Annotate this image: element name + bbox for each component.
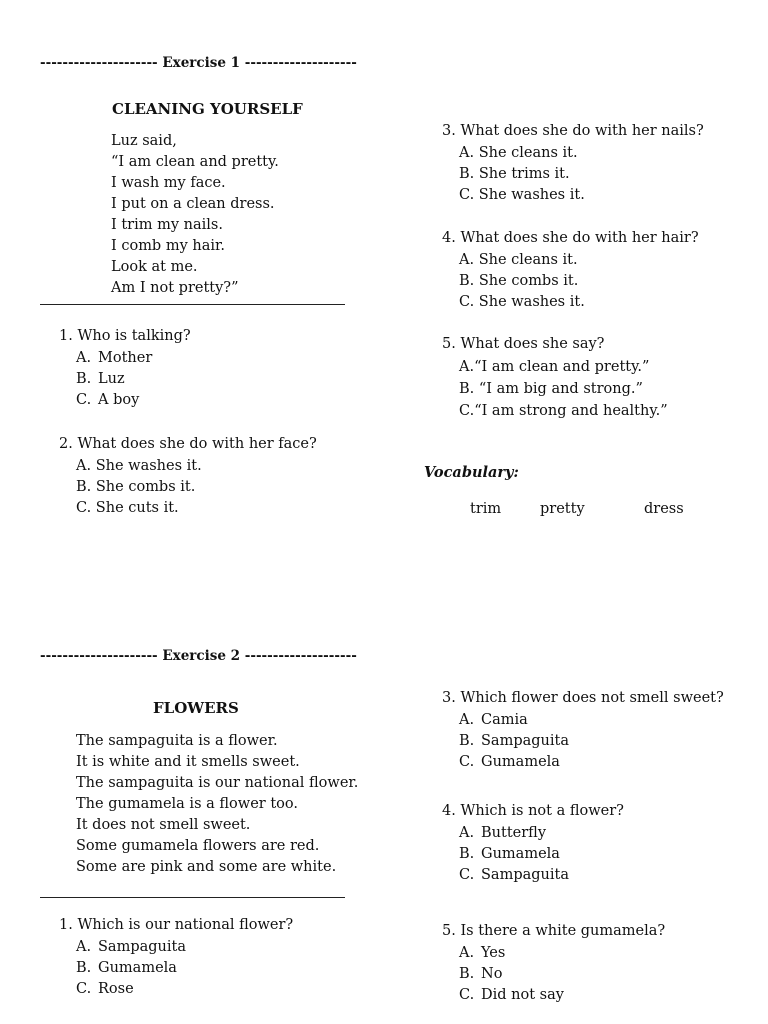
- option-letter: C.: [76, 500, 92, 516]
- question-text: What does she say?: [460, 336, 605, 352]
- question-number: 5.: [442, 336, 456, 352]
- option-letter: C.: [459, 754, 475, 770]
- question-text: What does she do with her nails?: [460, 123, 704, 139]
- option-letter: B.: [459, 733, 475, 749]
- option-letter: B.: [76, 371, 92, 387]
- question-text: Which flower does not smell sweet?: [460, 690, 724, 706]
- option-text: Yes: [481, 945, 506, 961]
- option-text: “I am clean and pretty.”: [474, 359, 650, 375]
- passage-line: I put on a clean dress.: [111, 196, 275, 212]
- question-number: 3.: [442, 123, 456, 139]
- option-text: She trims it.: [478, 166, 570, 182]
- question-number: 1.: [59, 917, 73, 933]
- exercise-1-question-1: [59, 326, 191, 411]
- option-letter: B.: [459, 166, 475, 182]
- passage-line: I comb my hair.: [111, 238, 225, 254]
- exercise-2-question-1: [59, 915, 293, 1000]
- question-number: 1.: [59, 328, 73, 344]
- question-number: 4.: [442, 230, 456, 246]
- option-text: She washes it.: [478, 187, 585, 203]
- option-text: She combs it.: [95, 479, 196, 495]
- option-text: Gumamela: [481, 754, 560, 770]
- option-text: Gumamela: [481, 846, 560, 862]
- option-letter: A.: [76, 939, 92, 955]
- question-number: 4.: [442, 803, 456, 819]
- vocabulary-word: dress: [644, 501, 684, 517]
- option-letter: C.: [459, 403, 475, 419]
- exercise-1-banner: --------------------- Exercise 1 --------------------: [40, 55, 357, 71]
- option-letter: C.: [459, 294, 475, 310]
- option-letter: C.: [459, 867, 475, 883]
- question-text: Who is talking?: [77, 328, 191, 344]
- question-text: What does she do with her face?: [77, 436, 317, 452]
- option-text: She combs it.: [478, 273, 579, 289]
- exercise-2-passage: [76, 731, 358, 878]
- question-number: 3.: [442, 690, 456, 706]
- option-text: A boy: [98, 392, 140, 408]
- option-text: She cleans it.: [478, 145, 578, 161]
- passage-line: Luz said,: [111, 133, 177, 149]
- option-letter: C.: [459, 987, 475, 1003]
- exercise-2-question-4: [442, 801, 624, 886]
- exercise-2-banner: --------------------- Exercise 2 --------------------: [40, 648, 357, 664]
- passage-line: Look at me.: [111, 259, 198, 275]
- option-letter: A.: [459, 945, 475, 961]
- passage-line: Some are pink and some are white.: [76, 859, 337, 875]
- passage-line: It does not smell sweet.: [76, 817, 251, 833]
- exercise-1-passage: [111, 131, 279, 299]
- option-letter: A.: [459, 359, 475, 375]
- exercise-2-title: FLOWERS: [153, 699, 239, 717]
- option-letter: C.: [459, 187, 475, 203]
- option-letter: A.: [76, 350, 92, 366]
- option-letter: B.: [459, 966, 475, 982]
- option-letter: A.: [459, 825, 475, 841]
- option-text: She washes it.: [95, 458, 202, 474]
- vocabulary-heading: Vocabulary:: [424, 464, 519, 481]
- option-letter: C.: [76, 392, 92, 408]
- option-letter: A.: [459, 712, 475, 728]
- passage-line: “I am clean and pretty.: [111, 154, 279, 170]
- option-text: Luz: [98, 371, 125, 387]
- exercise-2-question-5: [442, 921, 665, 1006]
- question-text: Which is not a flower?: [460, 803, 624, 819]
- exercise-1-question-3: [442, 121, 704, 206]
- option-letter: B.: [459, 846, 475, 862]
- option-text: Camia: [481, 712, 528, 728]
- option-letter: A.: [459, 145, 475, 161]
- option-text: She cleans it.: [478, 252, 578, 268]
- option-text: No: [481, 966, 503, 982]
- option-text: Sampaguita: [481, 733, 569, 749]
- option-letter: B.: [76, 479, 92, 495]
- option-letter: B.: [459, 381, 475, 397]
- option-text: Did not say: [481, 987, 564, 1003]
- question-text: Is there a white gumamela?: [460, 923, 666, 939]
- passage-line: Am I not pretty?”: [111, 280, 239, 296]
- option-text: She cuts it.: [95, 500, 179, 516]
- passage-line: The gumamela is a flower too.: [76, 796, 298, 812]
- option-text: Butterfly: [481, 825, 547, 841]
- option-text: Sampaguita: [98, 939, 186, 955]
- exercise-2-divider: [40, 897, 345, 898]
- option-letter: A.: [76, 458, 92, 474]
- passage-line: The sampaguita is our national flower.: [76, 775, 359, 791]
- question-number: 2.: [59, 436, 73, 452]
- question-number: 5.: [442, 923, 456, 939]
- option-text: Gumamela: [98, 960, 177, 976]
- option-text: She washes it.: [478, 294, 585, 310]
- passage-line: I wash my face.: [111, 175, 226, 191]
- option-letter: A.: [459, 252, 475, 268]
- option-letter: B.: [459, 273, 475, 289]
- vocabulary-word: trim: [470, 501, 502, 517]
- option-text: “I am strong and healthy.”: [474, 403, 668, 419]
- exercise-1-question-5: [442, 334, 668, 423]
- vocabulary-word: pretty: [540, 501, 585, 517]
- question-text: What does she do with her hair?: [460, 230, 699, 246]
- option-text: Sampaguita: [481, 867, 569, 883]
- option-text: Rose: [98, 981, 134, 997]
- passage-line: I trim my nails.: [111, 217, 223, 233]
- passage-line: The sampaguita is a flower.: [76, 733, 278, 749]
- exercise-1-question-4: [442, 228, 699, 313]
- question-text: Which is our national flower?: [77, 917, 294, 933]
- passage-line: It is white and it smells sweet.: [76, 754, 300, 770]
- exercise-1-divider: [40, 304, 345, 305]
- exercise-2-question-3: [442, 688, 724, 773]
- option-letter: C.: [76, 981, 92, 997]
- option-text: “I am big and strong.”: [478, 381, 643, 397]
- exercise-1-title: CLEANING YOURSELF: [112, 100, 303, 118]
- option-text: Mother: [98, 350, 153, 366]
- passage-line: Some gumamela flowers are red.: [76, 838, 320, 854]
- option-letter: B.: [76, 960, 92, 976]
- exercise-1-question-2: [59, 434, 317, 519]
